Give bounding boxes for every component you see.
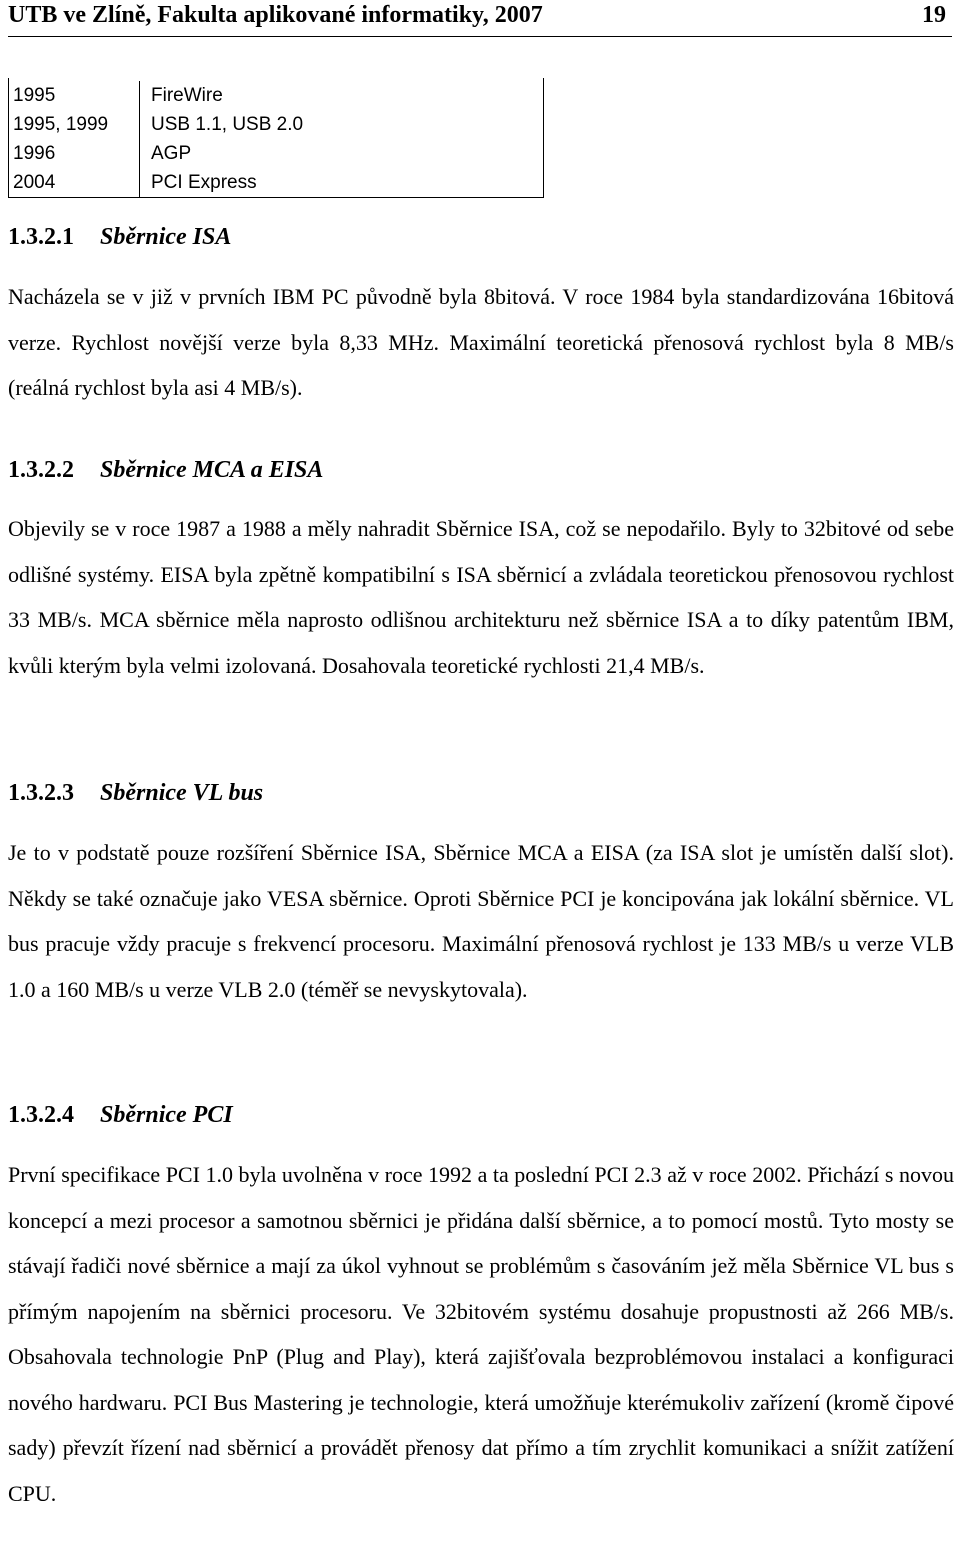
table-cell-bus: FireWire (151, 85, 223, 106)
table-row (9, 168, 543, 197)
section-text-mca-eisa: Objevily se v roce 1987 a 1988 a měly nahradit Sběrnice ISA, což se nepodařilo. Byly to 32bitové od sebe odlišné systémy. EISA byla zpětně kompatibilní s ISA sběrnicí a zvládala teoretickou přenosovou rychlost 33 MB/s. MCA sběrnice měla naprosto odlišnou architekturu než sběrnice ISA a to díky patentům IBM, kvůli kterým byla velmi izolovaná. Dosahovala teoretické rychlosti 21,4 MB/s. (8, 516, 954, 678)
section-title: Sběrnice MCA a EISA (100, 457, 324, 483)
bus-year-table (8, 78, 544, 198)
document-title: UTB ve Zlíně, Fakulta aplikované informatiky, 2007 (8, 2, 543, 28)
section-heading-isa (8, 224, 231, 251)
section-text-pci: První specifikace PCI 1.0 byla uvolněna v roce 1992 a ta poslední PCI 2.3 až v roce 2002. Přichází s novou koncepcí a mezi procesor a samotnou sběrnici je přidána další sběrnice, a to pomocí mostů. Tyto mosty se stávají řadiči nové sběrnice a mají za úkol vyhnout se problémům s časováním jež měla Sběrnice VL bus s přímým napojením na sběrnici procesoru. Ve 32bitovém systému dosahuje propustnosti až 266 MB/s. Obsahovala technologie PnP (Plug and Play), která zajišťovala bezproblémovou instalaci a konfiguraci nového hardwaru. PCI Bus Mastering je technologie, která umožňuje kterémukoliv zařízení (kromě čipové sady) převzít řízení nad sběrnicí a provádět přenosy dat přímo a tím zrychlit komunikaci a snížit zatížení CPU. (8, 1162, 954, 1506)
section-heading-pci (8, 1102, 233, 1129)
table-cell-bus: PCI Express (151, 172, 257, 193)
section-text-vl-bus: Je to v podstatě pouze rozšíření Sběrnice ISA, Sběrnice MCA a EISA (za ISA slot je umístěn další slot). Někdy se také označuje jako VESA sběrnice. Oproti Sběrnice PCI je koncipována jak lokální sběrnice. VL bus pracuje vždy pracuje s frekvencí procesoru. Maximální přenosová rychlost je 133 MB/s u verze VLB 1.0 a 160 MB/s u verze VLB 2.0 (téměř se nevyskytovala). (8, 840, 954, 1002)
table-row (9, 139, 543, 168)
table-cell-year: 1996 (9, 139, 140, 168)
section-text-isa: Nacházela se v již v prvních IBM PC původně byla 8bitová. V roce 1984 byla standardizována 16bitová verze. Rychlost novější verze byla 8,33 MHz. Maximální teoretická přenosová rychlost byla 8 MB/s (reálná rychlost byla asi 4 MB/s). (8, 284, 954, 400)
section-title: Sběrnice PCI (100, 1102, 233, 1128)
section-number: 1.3.2.2 (8, 457, 74, 483)
table-cell-year: 1995, 1999 (9, 110, 140, 139)
page-number: 19 (922, 2, 946, 28)
table-cell-year: 2004 (9, 168, 140, 197)
table-row (9, 81, 543, 110)
table-cell-year: 1995 (9, 81, 140, 110)
table-row (9, 110, 543, 139)
table-cell-bus: USB 1.1, USB 2.0 (151, 114, 304, 135)
section-number: 1.3.2.1 (8, 224, 74, 250)
section-heading-vl-bus (8, 780, 263, 807)
section-title: Sběrnice ISA (100, 224, 232, 250)
section-number: 1.3.2.3 (8, 780, 74, 806)
section-heading-mca-eisa (8, 457, 323, 484)
section-title: Sběrnice VL bus (100, 780, 264, 806)
table-cell-bus: AGP (151, 143, 192, 164)
page-header (8, 0, 952, 37)
section-number: 1.3.2.4 (8, 1102, 74, 1128)
